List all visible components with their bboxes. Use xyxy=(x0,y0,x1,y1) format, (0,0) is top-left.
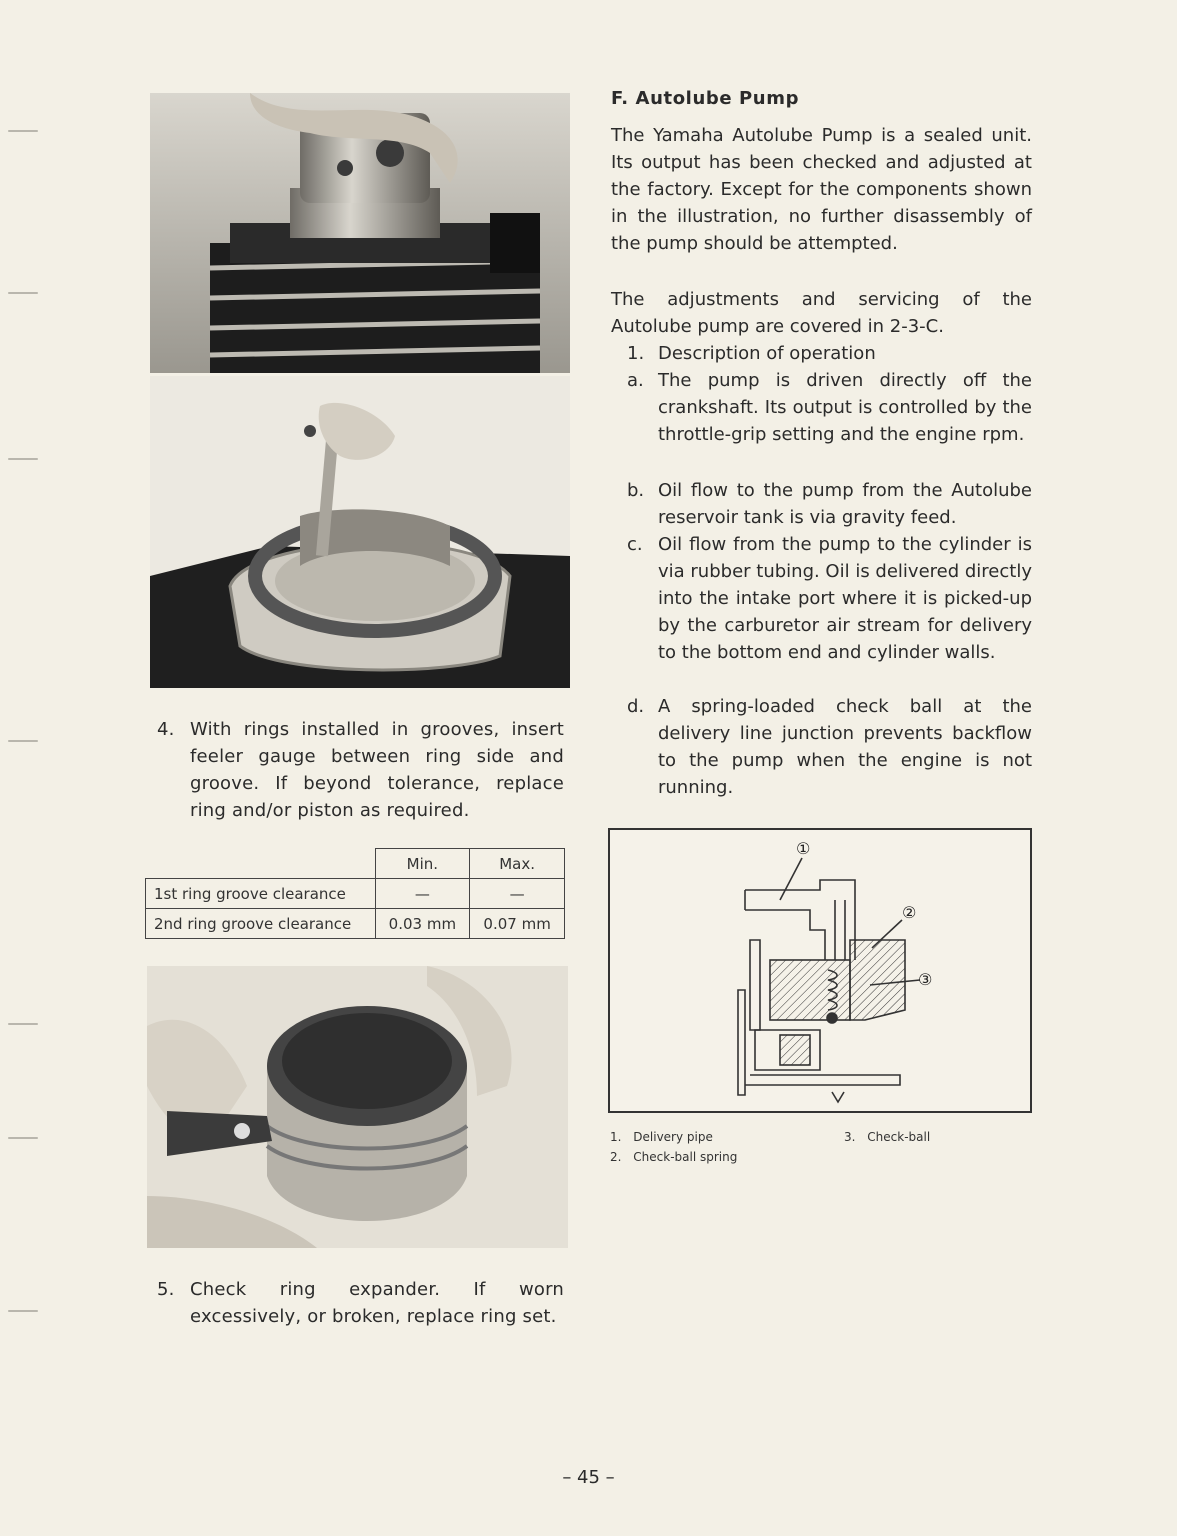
row-label: 2nd ring groove clearance xyxy=(146,909,376,939)
margin-mark xyxy=(8,458,38,460)
row-min: — xyxy=(375,879,470,909)
row-max: 0.07 mm xyxy=(470,909,565,939)
item-text: Oil flow from the pump to the cylinder is via rubber tubing. Oil is delivered directly into the intake port where it is picked-up by the carburetor air stream for delivery to the bottom end and cylinder walls. xyxy=(658,534,1032,663)
step-text: With rings installed in grooves, insert feeler gauge between ring side and groove. If beyond tolerance, replace ring and/or piston as required. xyxy=(190,719,564,821)
item-text: A spring-loaded check ball at the delivery line junction prevents backflow to the pump when the engine is not running. xyxy=(658,696,1032,798)
legend-item-1 xyxy=(610,1127,713,1147)
step-4 xyxy=(157,716,567,826)
table-row xyxy=(146,909,565,939)
margin-mark xyxy=(8,130,38,132)
photo-feeler-gauge xyxy=(150,376,570,688)
autolube-pump-diagram xyxy=(608,828,1032,1113)
legend-text: Check-ball xyxy=(867,1130,931,1144)
margin-mark xyxy=(8,1310,38,1312)
item-label: c. xyxy=(627,534,643,555)
ring-groove-clearance-table xyxy=(145,848,565,939)
step-number: 4. xyxy=(157,719,175,740)
list-title: Description of operation xyxy=(658,343,876,364)
legend-text: Delivery pipe xyxy=(633,1130,713,1144)
step-5 xyxy=(157,1276,567,1336)
callout-1: ① xyxy=(796,839,811,858)
diagram-legend xyxy=(610,1127,1030,1169)
item-label: b. xyxy=(627,480,645,501)
page-number: – 45 – xyxy=(562,1467,615,1488)
list-heading xyxy=(627,340,1032,367)
item-text: Oil flow to the pump from the Autolube reservoir tank is via gravity feed. xyxy=(658,480,1032,528)
photo-piston-removal xyxy=(150,93,570,373)
margin-mark xyxy=(8,1023,38,1025)
item-text: The pump is driven directly off the crankshaft. Its output is controlled by the throttle-grip setting and the engine rpm. xyxy=(658,370,1032,445)
legend-num: 2. xyxy=(610,1150,622,1164)
margin-mark xyxy=(8,292,38,294)
table-header-row xyxy=(146,849,565,879)
adjustments-paragraph: The adjustments and servicing of the Autolube pump are covered in 2-3-C. xyxy=(611,289,1032,337)
step-text: Check ring expander. If worn excessively, or broken, replace ring set. xyxy=(190,1279,564,1327)
legend-item-2 xyxy=(610,1147,737,1167)
legend-num: 1. xyxy=(610,1130,622,1144)
list-item-d xyxy=(627,693,1032,801)
callout-2: ② xyxy=(902,903,917,922)
step-number: 5. xyxy=(157,1279,175,1300)
row-min: 0.03 mm xyxy=(375,909,470,939)
table-header-max: Max. xyxy=(470,849,565,879)
legend-num: 3. xyxy=(844,1130,856,1144)
callout-3: ③ xyxy=(918,970,933,989)
list-number: 1. xyxy=(627,343,645,364)
photo-ring-expander xyxy=(147,966,568,1248)
margin-mark xyxy=(8,740,38,742)
table-header-min: Min. xyxy=(375,849,470,879)
legend-item-3 xyxy=(844,1127,930,1147)
item-label: a. xyxy=(627,370,644,391)
legend-text: Check-ball spring xyxy=(633,1150,738,1164)
row-max: — xyxy=(470,879,565,909)
section-heading: F. Autolube Pump xyxy=(611,88,800,109)
table-corner xyxy=(146,849,376,879)
list-item-b xyxy=(627,477,1032,531)
list-item-c xyxy=(627,531,1032,693)
margin-mark xyxy=(8,1137,38,1139)
table-row xyxy=(146,879,565,909)
item-label: d. xyxy=(627,696,645,717)
row-label: 1st ring groove clearance xyxy=(146,879,376,909)
intro-paragraph: The Yamaha Autolube Pump is a sealed unit. Its output has been checked and adjusted at the factory. Except for the components shown in the illustration, no further disassembly of the pump should be attempted. xyxy=(611,125,1032,254)
list-item-a xyxy=(627,367,1032,475)
